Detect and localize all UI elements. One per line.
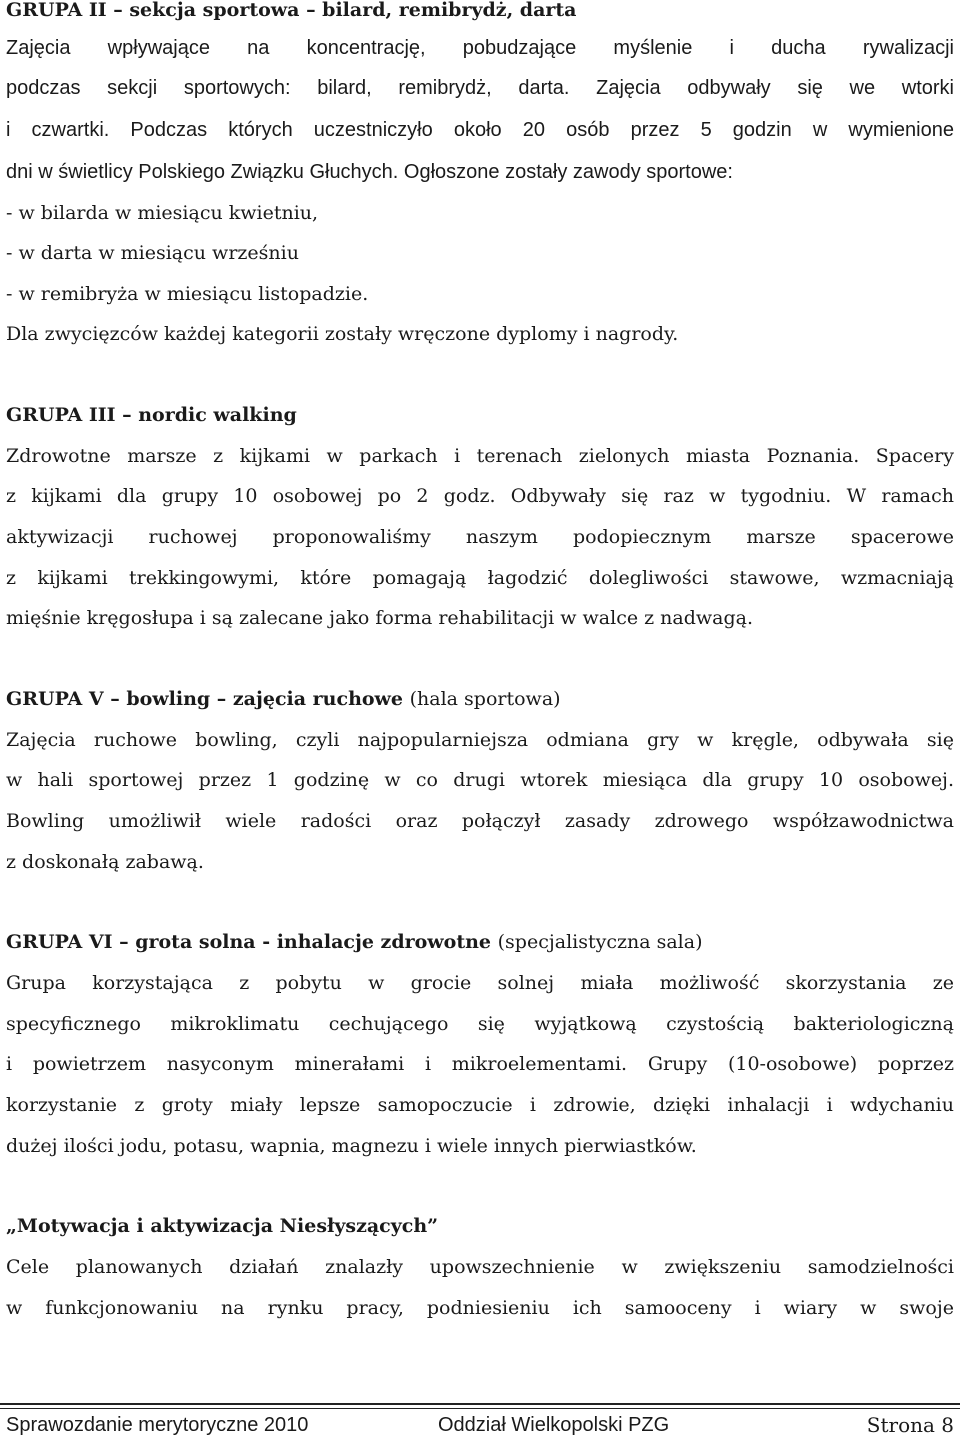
paragraph-line: dużej ilości jodu, potasu, wapnia, magnezu i wiele innych pierwiastków. bbox=[6, 1135, 697, 1157]
paragraph-line: Zdrowotne marsze z kijkami w parkach i terenach zielonych miasta Poznania. Spacery bbox=[6, 445, 954, 467]
page-number: Strona 8 bbox=[866, 1413, 954, 1437]
section-heading-grupa-iii bbox=[6, 401, 954, 429]
section-heading-grupa-vi bbox=[6, 928, 954, 956]
heading-text: GRUPA II – sekcja sportowa – bilard, remibrydż, darta bbox=[6, 0, 577, 21]
paragraph-line: mięśnie kręgosłupa i są zalecane jako forma rehabilitacji w walce z nadwagą. bbox=[6, 607, 754, 629]
list-item: - w darta w miesiącu wrześniu bbox=[6, 242, 299, 264]
heading-text: GRUPA V – bowling – zajęcia ruchowe bbox=[6, 688, 403, 710]
section-heading-grupa-ii bbox=[6, 0, 954, 24]
footer-report-title: Sprawozdanie merytoryczne 2010 bbox=[6, 1414, 309, 1436]
paragraph-line: Zajęcia ruchowe bowling, czyli najpopularniejsza odmiana gry w kręgle, odbywała się bbox=[6, 729, 954, 751]
paragraph-line: Cele planowanych działań znalazły upowszechnienie w zwiększeniu samodzielności bbox=[6, 1256, 954, 1278]
footer-branch-prefix: Oddział bbox=[438, 1414, 506, 1436]
paragraph-line: podczas sekcji sportowych: bilard, remibrydż, darta. Zajęcia odbywały się we wtorki bbox=[6, 77, 954, 99]
footer-branch bbox=[438, 1410, 669, 1440]
paragraph-line: Bowling umożliwił wiele radości oraz połączył zasady zdrowego współzawodnictwa bbox=[6, 810, 954, 832]
section-heading-motywacja bbox=[6, 1212, 954, 1240]
paragraph-line: Dla zwycięzców każdej kategorii zostały wręczone dyplomy i nagrody. bbox=[6, 323, 679, 345]
paragraph-line: aktywizacji ruchowej proponowaliśmy naszym podopiecznym marsze spacerowe bbox=[6, 526, 954, 548]
heading-note: (hala sportowa) bbox=[409, 688, 561, 710]
paragraph-line: z kijkami dla grupy 10 osobowej po 2 godz. Odbywały się raz w tygodniu. W ramach bbox=[6, 485, 954, 507]
list-item: - w remibryża w miesiącu listopadzie. bbox=[6, 283, 369, 305]
section-heading-grupa-v bbox=[6, 685, 954, 713]
paragraph-line: z kijkami trekkingowymi, które pomagają łagodzić dolegliwości stawowe, wzmacniają bbox=[6, 567, 954, 589]
page-footer bbox=[6, 1410, 954, 1440]
heading-text: „Motywacja i aktywizacja Niesłyszących” bbox=[6, 1215, 439, 1237]
heading-text: GRUPA III – nordic walking bbox=[6, 404, 297, 426]
paragraph-line: Zajęcia wpływające na koncentrację, pobudzające myślenie i ducha rywalizacji bbox=[6, 37, 954, 59]
paragraph-line: w funkcjonowaniu na rynku pracy, podniesieniu ich samooceny i wiary w swoje bbox=[6, 1297, 954, 1319]
paragraph-line: i czwartki. Podczas których uczestniczyło około 20 osób przez 5 godzin w wymienione bbox=[6, 119, 954, 141]
paragraph-line: w hali sportowej przez 1 godzinę w co drugi wtorek miesiąca dla grupy 10 osobowej. bbox=[6, 769, 954, 791]
footer-divider-thin bbox=[0, 1408, 960, 1409]
paragraph-line: korzystanie z groty miały lepsze samopoczucie i zdrowie, dzięki inhalacji i wdychaniu bbox=[6, 1094, 954, 1116]
footer-branch-name: Wielkopolski PZG bbox=[511, 1414, 670, 1436]
footer-divider bbox=[0, 1403, 960, 1405]
paragraph-line: z doskonałą zabawą. bbox=[6, 851, 204, 873]
paragraph-line: specyficznego mikroklimatu cechującego się wyjątkową czystością bakteriologiczną bbox=[6, 1013, 954, 1035]
list-item: - w bilarda w miesiącu kwietniu, bbox=[6, 202, 319, 224]
paragraph-line: dni w świetlicy Polskiego Związku Głuchych. Ogłoszone zostały zawody sportowe: bbox=[6, 161, 733, 183]
heading-text: GRUPA VI – grota solna - inhalacje zdrowotne bbox=[6, 931, 492, 953]
heading-note: (specjalistyczna sala) bbox=[497, 931, 703, 953]
paragraph-line: Grupa korzystająca z pobytu w grocie solnej miała możliwość skorzystania ze bbox=[6, 972, 954, 994]
paragraph-line: i powietrzem nasyconym minerałami i mikroelementami. Grupy (10-osobowe) poprzez bbox=[6, 1053, 954, 1075]
